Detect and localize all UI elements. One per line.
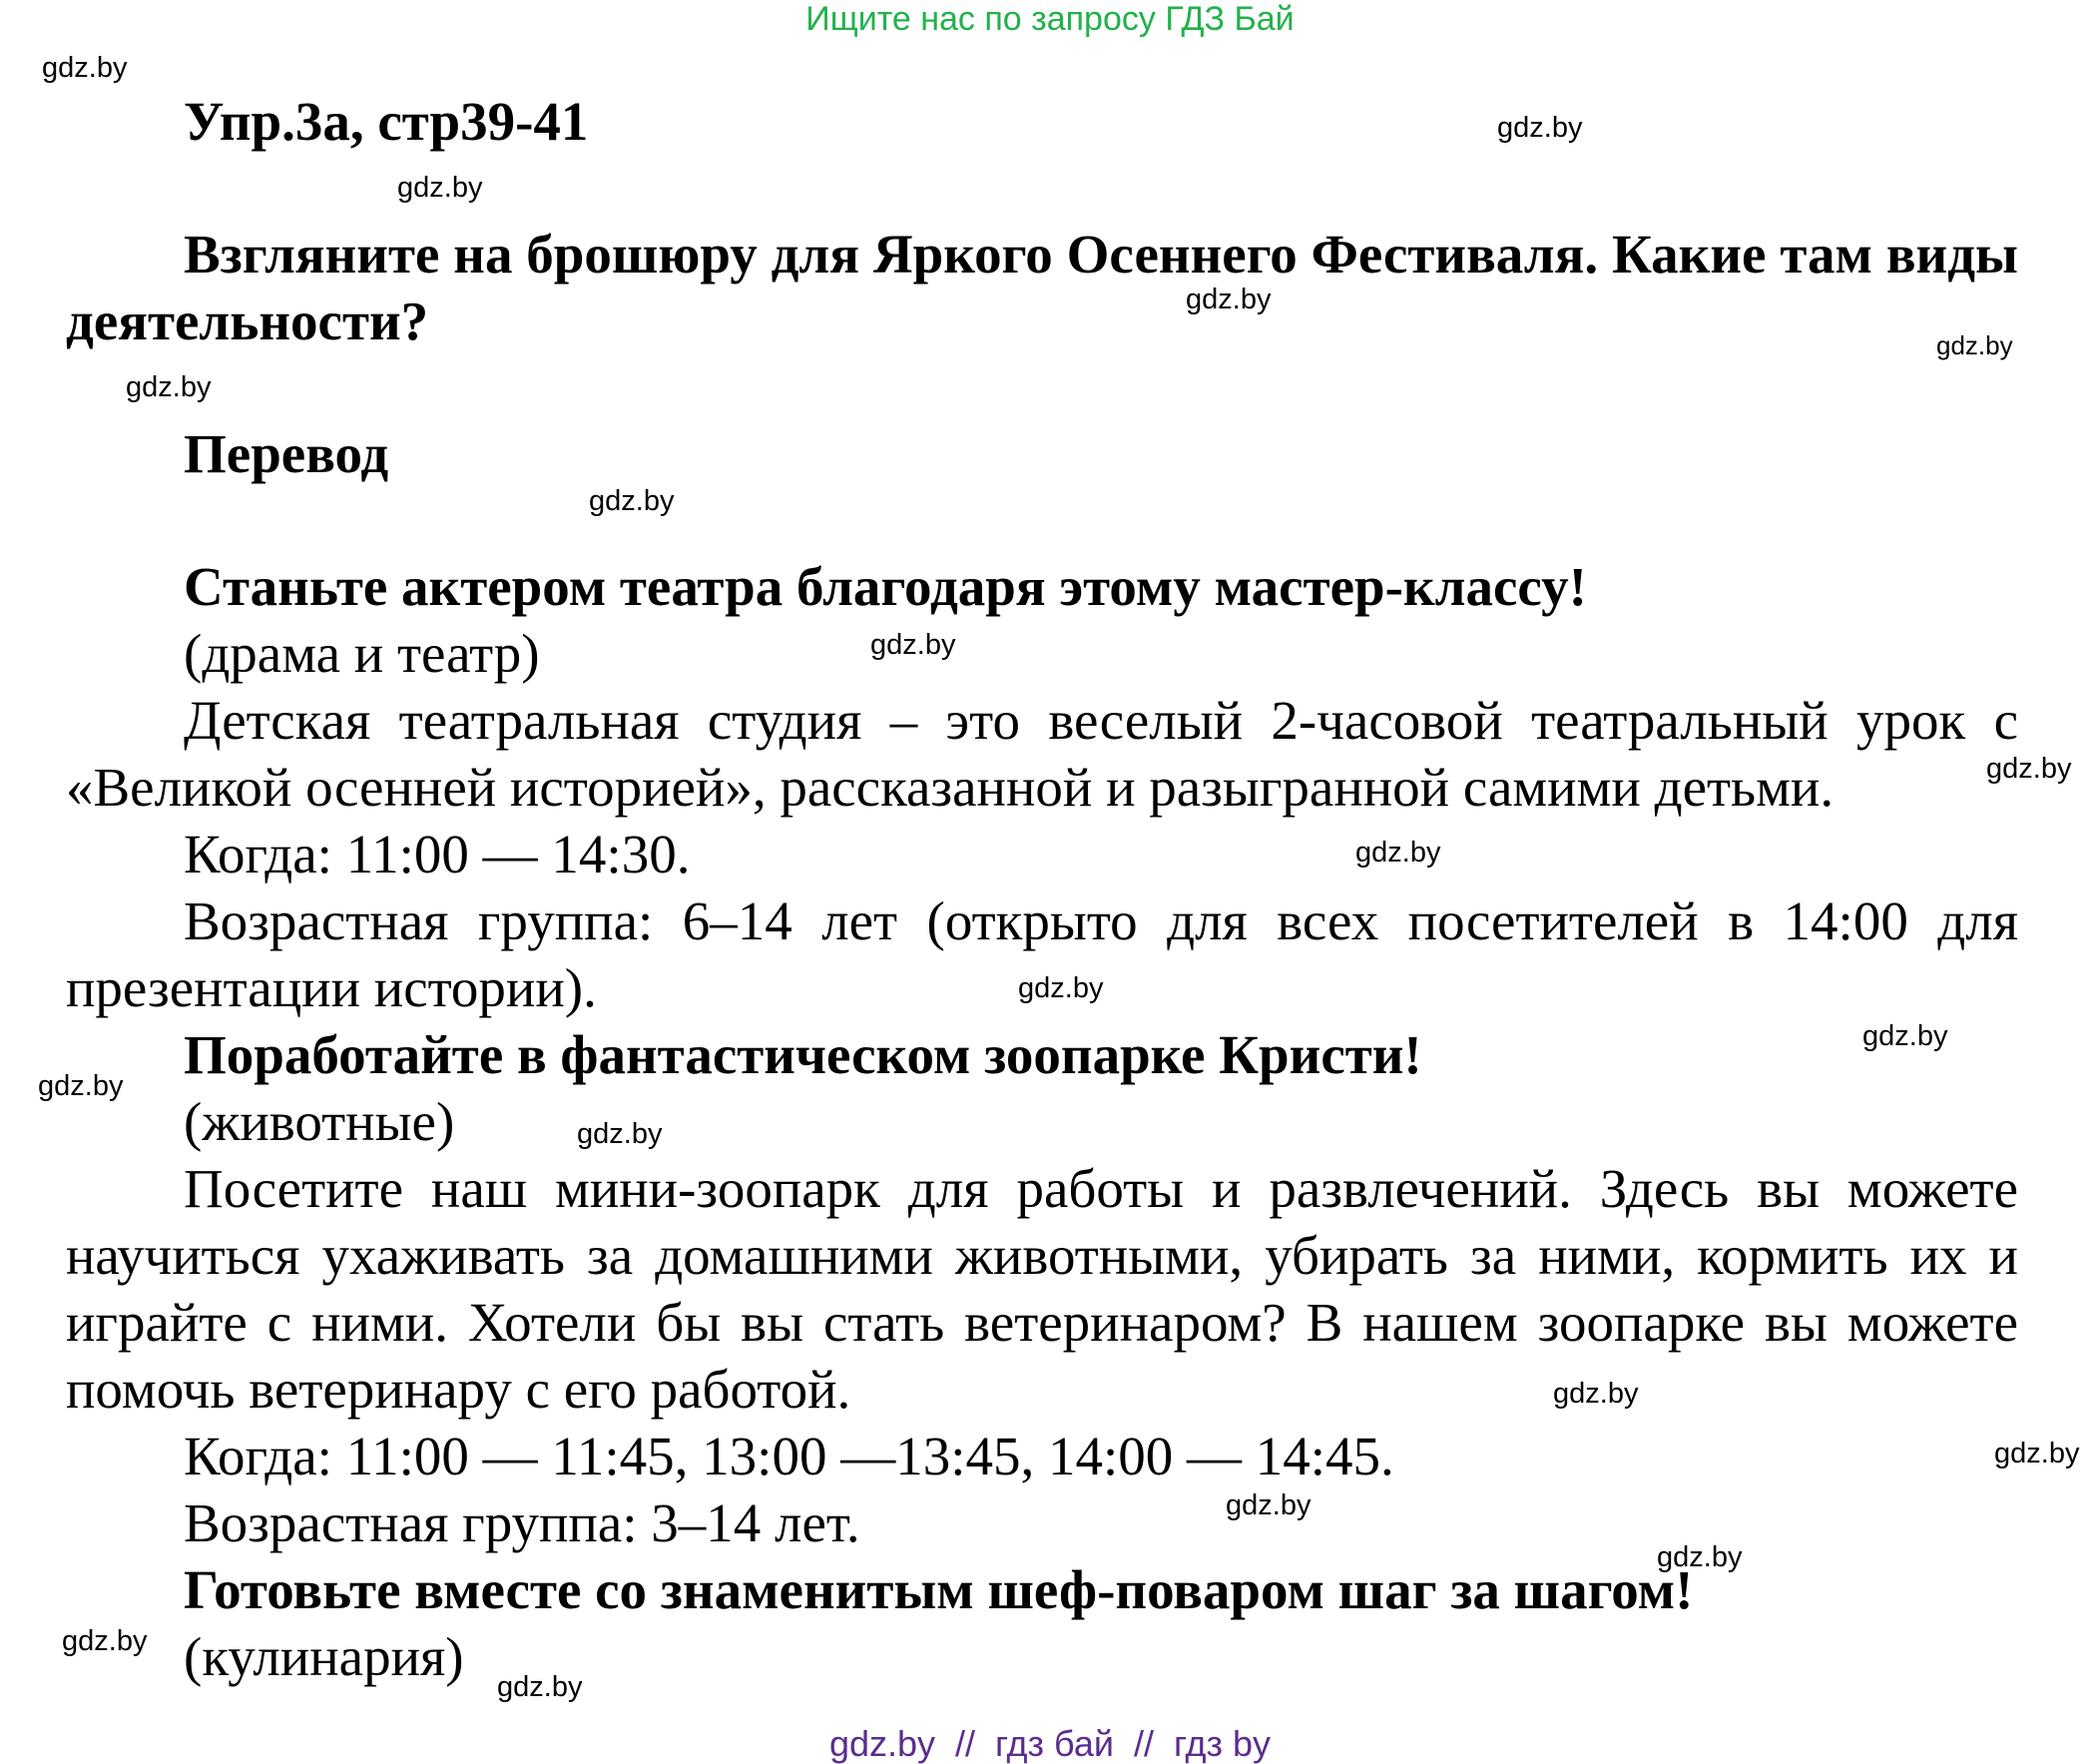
- exercise-title: Упр.3а, стр39-41: [184, 91, 589, 152]
- section-title-cooking: Готовьте вместе со знаменитым шеф-поваром шаг за шагом!: [184, 1559, 1694, 1620]
- top-banner: Ищите нас по запросу ГДЗ Бай: [805, 0, 1295, 38]
- watermark: gdz.by: [870, 629, 956, 661]
- section-category-cooking: (кулинария): [184, 1626, 464, 1687]
- watermark: gdz.by: [1553, 1378, 1639, 1410]
- footer-links: gdz.by // гдз бай // гдз by: [828, 1723, 1272, 1764]
- section-age-theatre: Возрастная группа: 6–14 лет (открыто для всех посетителей в 14:00 для презентации истории).: [66, 890, 2018, 1018]
- translation-heading: Перевод: [184, 423, 389, 484]
- watermark: gdz.by: [397, 172, 483, 204]
- section-title-theatre: Станьте актером театра благодаря этому мастер-классу!: [184, 556, 1587, 617]
- document-body: [66, 88, 2018, 1690]
- watermark: gdz.by: [1862, 1020, 1948, 1052]
- watermark: gdz.by: [1657, 1541, 1743, 1573]
- watermark: gdz.by: [1936, 330, 2013, 360]
- watermark: gdz.by: [1018, 972, 1104, 1004]
- section-age-zoo: Возрастная группа: 3–14 лет.: [184, 1492, 860, 1553]
- watermark: gdz.by: [589, 485, 675, 517]
- watermark: gdz.by: [38, 1070, 124, 1102]
- section-category-zoo: (животные): [184, 1091, 455, 1152]
- watermark: gdz.by: [497, 1671, 583, 1703]
- section-description-zoo: Посетите наш мини-зоопарк для работы и развлечений. Здесь вы можете научиться ухаживать за домашними животными, убирать за ними, кормить их и играйте с ними. Хотели бы вы стать ветеринаром? В нашем зоопарке вы можете помочь ветеринару с его работой.: [66, 1158, 2018, 1420]
- watermark: gdz.by: [1986, 753, 2072, 785]
- watermark: gdz.by: [1226, 1489, 1312, 1521]
- section-title-zoo: Поработайте в фантастическом зоопарке Кристи!: [184, 1024, 1422, 1085]
- watermark: gdz.by: [62, 1625, 148, 1657]
- watermark: gdz.by: [126, 371, 212, 403]
- watermark: gdz.by: [1186, 284, 1272, 315]
- watermark: gdz.by: [42, 52, 128, 84]
- watermark: gdz.by: [1994, 1438, 2080, 1470]
- watermark: gdz.by: [577, 1118, 663, 1150]
- watermark: gdz.by: [1355, 837, 1441, 869]
- question: Взгляните на брошюру для Яркого Осеннего Фестиваля. Какие там виды деятельности?: [66, 224, 2018, 351]
- section-when-theatre: Когда: 11:00 — 14:30.: [184, 824, 691, 884]
- section-when-zoo: Когда: 11:00 — 11:45, 13:00 —13:45, 14:00 — 14:45.: [184, 1426, 1394, 1486]
- section-category-theatre: (драма и театр): [184, 623, 540, 684]
- section-description-theatre: Детская театральная студия – это веселый 2-часовой театральный урок с «Великой осенней историей», рассказанной и разыгранной самими детьми.: [66, 690, 2018, 818]
- watermark: gdz.by: [1497, 112, 1583, 144]
